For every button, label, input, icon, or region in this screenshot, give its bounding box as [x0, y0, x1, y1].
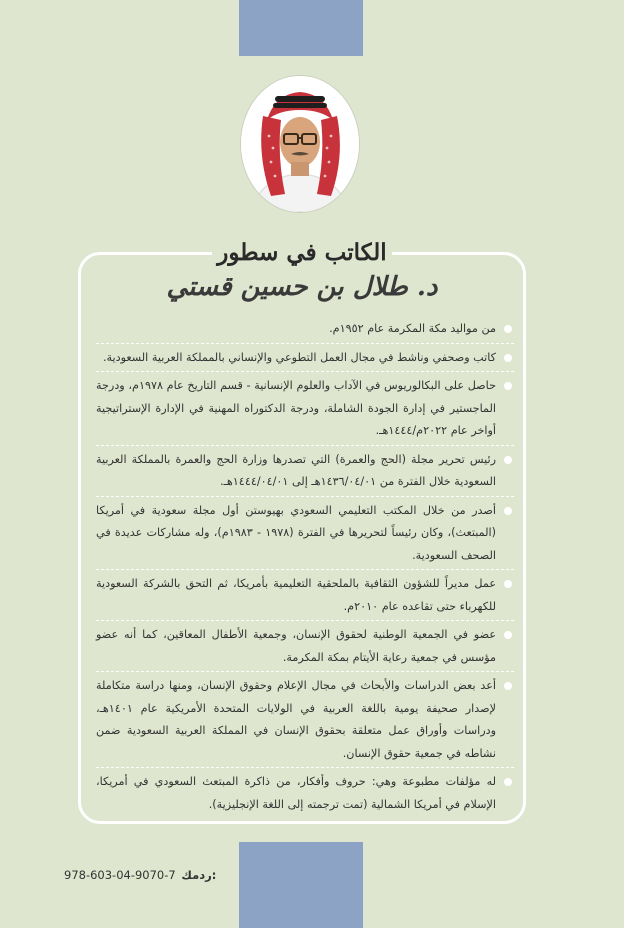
bio-item — [96, 675, 514, 768]
bottom-color-tab — [239, 842, 363, 928]
bio-text: رئيس تحرير مجلة (الحج والعمرة) التي تصدرها وزارة الحج والعمرة بالمملكة العربية السعودية خلال الفترة من ١٤٣٦/٠٤/٠١هـ إلى ١٤٤٤/٠٤/٠١هـ. — [96, 452, 496, 488]
top-color-tab — [239, 0, 363, 56]
bio-item — [96, 375, 514, 446]
bio-text: أصدر من خلال المكتب التعليمي السعودي بهيوستن أول مجلة سعودية في أمريكا (المبتعث)، وكان رئيساً لتحريرها في الفترة (١٩٧٨ - ١٩٨٣م)، وله مشاركات عديدة في الصحف السعودية. — [96, 503, 497, 562]
bio-text: كاتب وصحفي وناشط في مجال العمل التطوعي والإنساني بالمملكة العربية السعودية. — [102, 350, 496, 364]
bullet-dot-icon — [504, 456, 512, 464]
bio-text: عمل مديراً للشؤون الثقافية بالملحقية التعليمية بأمريكا، ثم التحق بالشركة السعودية للكهرباء حتى تقاعده عام ٢٠١٠م. — [96, 577, 496, 613]
bullet-dot-icon — [504, 325, 512, 333]
bio-text: حاصل على البكالوريوس في الآداب والعلوم الإنسانية - قسم التاريخ عام ١٩٧٨م، ودرجة الماجستير في إدارة الجودة الشاملة، ودرجة الدكتوراه المهنية في الإدارة الإستراتيجية أواخر عام ٢٠٢٢م/١٤٤٤هـ. — [96, 379, 497, 437]
bio-item — [96, 347, 514, 373]
bullet-dot-icon — [504, 580, 512, 588]
bio-text: عضو في الجمعية الوطنية لحقوق الإنسان، وجمعية الأطفال المعاقين، كما أنه عضو مؤسس في جمعية رعاية الأيتام بمكة المكرمة. — [96, 628, 496, 664]
bio-item — [96, 500, 514, 571]
bullet-dot-icon — [504, 354, 512, 362]
bullet-dot-icon — [504, 778, 512, 786]
bio-item — [96, 449, 514, 497]
bullet-dot-icon — [504, 682, 512, 690]
bio-item — [96, 573, 514, 621]
bio-item — [96, 771, 514, 818]
author-name: د. طلال بن حسين قستي — [166, 272, 438, 302]
heading-wrap — [212, 234, 392, 270]
bio-text: أعد بعض الدراسات والأبحاث في مجال الإعلام وحقوق الإنسان، ومنها دراسة متكاملة لإصدار صحيفة يومية باللغة العربية في الولايات المتحدة الأمريكية عام ١٤٠١هـ، ودراسات وأوراق عمل متعلقة بحقوق الإنسان في المملكة العربية السعودية ضمن نشاطه في جمعية حقوق الإنسان. — [96, 679, 496, 760]
bullet-dot-icon — [504, 507, 512, 515]
section-heading: الكاتب في سطور — [217, 238, 387, 266]
author-portrait-image — [241, 76, 359, 212]
bio-list — [96, 318, 514, 821]
author-photo — [241, 76, 359, 212]
bio-text: له مؤلفات مطبوعة وهي: حروف وأفكار، من ذاكرة المبتعث السعودي في أمريكا، الإسلام في أمريكا الشمالية (تمت ترجمته إلى اللغة الإنجليزية). — [96, 775, 496, 811]
bio-item — [96, 318, 514, 344]
isbn-line — [64, 868, 216, 882]
bio-item — [96, 624, 514, 672]
isbn-number: 978-603-04-9070-7 — [64, 868, 176, 882]
bio-text: من مواليد مكة المكرمة عام ١٩٥٢م. — [329, 322, 496, 335]
isbn-label: ردمك: — [181, 868, 217, 882]
bullet-dot-icon — [504, 382, 512, 390]
bullet-dot-icon — [504, 631, 512, 639]
